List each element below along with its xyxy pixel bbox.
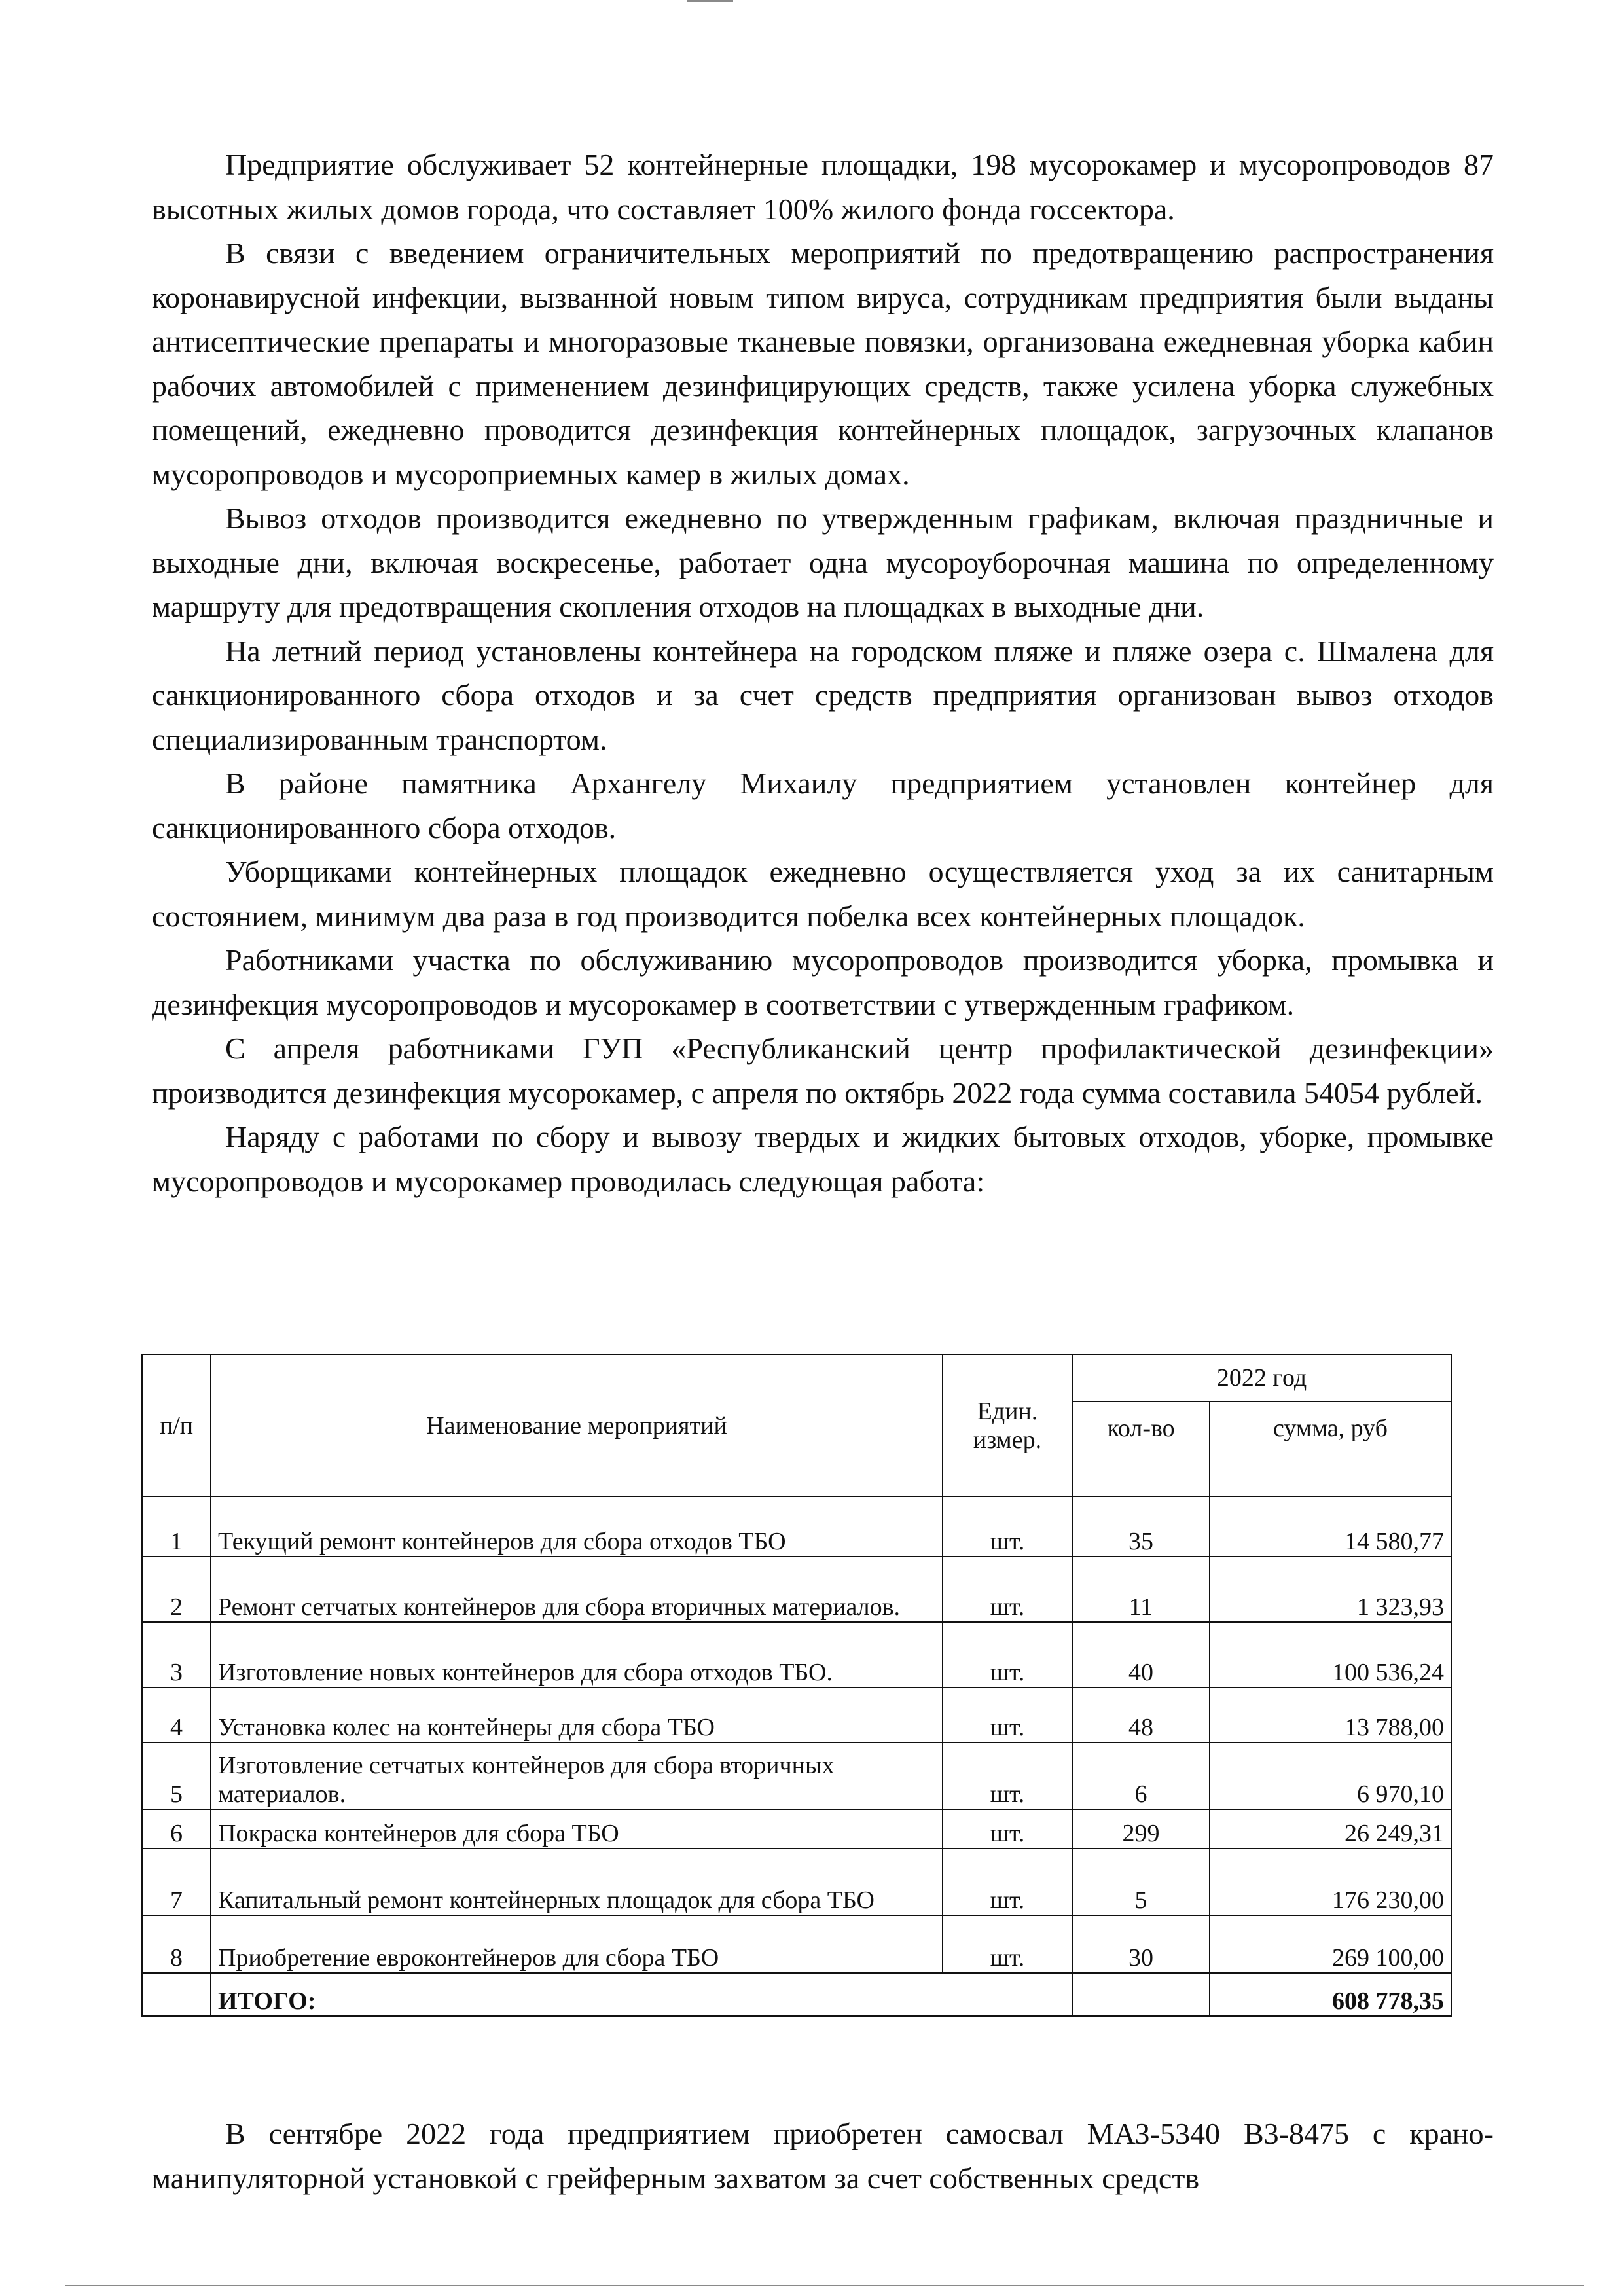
row-name: Приобретение евроконтейнеров для сбора ТБО [211, 1915, 943, 1973]
row-sum: 14 580,77 [1210, 1496, 1451, 1557]
header-num: п/п [142, 1354, 211, 1496]
row-num: 8 [142, 1915, 211, 1973]
row-name: Изготовление сетчатых контейнеров для сбора вторичных материалов. [211, 1743, 943, 1809]
row-unit: шт. [943, 1557, 1072, 1622]
row-sum: 13 788,00 [1210, 1688, 1451, 1743]
row-name: Капитальный ремонт контейнерных площадок для сбора ТБО [211, 1849, 943, 1915]
row-num: 5 [142, 1743, 211, 1809]
row-unit: шт. [943, 1915, 1072, 1973]
paragraph: Предприятие обслуживает 52 контейнерные площадки, 198 мусорокамер и мусоропроводов 87 высотных жилых домов города, что составляет 100% жилого фонда госсектора. [152, 148, 1494, 226]
row-qty: 48 [1072, 1688, 1210, 1743]
header-qty: кол-во [1072, 1401, 1210, 1496]
scan-artifact [687, 0, 733, 2]
row-sum: 176 230,00 [1210, 1849, 1451, 1915]
works-table [141, 1354, 1452, 2017]
total-sum: 608 778,35 [1210, 1973, 1451, 2016]
row-name: Изготовление новых контейнеров для сбора отходов ТБО. [211, 1622, 943, 1688]
row-sum: 26 249,31 [1210, 1809, 1451, 1849]
row-unit: шт. [943, 1622, 1072, 1688]
body-text [152, 143, 1494, 1203]
paragraph: С апреля работниками ГУП «Республиканский центр профилактической дезинфекции» производится дезинфекция мусорокамер, с апреля по октябрь 2022 года сумма составила 54054 рублей. [152, 1032, 1494, 1110]
total-label: ИТОГО: [211, 1973, 1072, 2016]
row-qty: 299 [1072, 1809, 1210, 1849]
total-qty-cell [1072, 1973, 1210, 2016]
table-row [142, 1496, 1451, 1557]
table-row [142, 1849, 1451, 1915]
paragraph: Наряду с работами по сбору и вывозу твердых и жидких бытовых отходов, уборке, промывке мусоропроводов и мусорокамер проводилась следующая работа: [152, 1120, 1494, 1198]
row-unit: шт. [943, 1809, 1072, 1849]
row-name: Установка колес на контейнеры для сбора ТБО [211, 1688, 943, 1743]
row-sum: 269 100,00 [1210, 1915, 1451, 1973]
table-row [142, 1688, 1451, 1743]
total-row [142, 1973, 1451, 2016]
table-row [142, 1809, 1451, 1849]
paragraph: Работниками участка по обслуживанию мусоропроводов производится уборка, промывка и дезинфекция мусоропроводов и мусорокамер в соответствии с утвержденным графиком. [152, 943, 1494, 1021]
row-qty: 30 [1072, 1915, 1210, 1973]
row-sum: 100 536,24 [1210, 1622, 1451, 1688]
row-sum: 1 323,93 [1210, 1557, 1451, 1622]
row-num: 7 [142, 1849, 211, 1915]
paragraph: В районе памятника Архангелу Михаилу предприятием установлен контейнер для санкционированного сбора отходов. [152, 767, 1494, 844]
row-unit: шт. [943, 1849, 1072, 1915]
bottom-text [152, 2112, 1494, 2200]
row-qty: 40 [1072, 1622, 1210, 1688]
table-row [142, 1622, 1451, 1688]
row-qty: 35 [1072, 1496, 1210, 1557]
paragraph: Вывоз отходов производится ежедневно по утвержденным графикам, включая праздничные и выходные дни, включая воскресенье, работает одна мусороуборочная машина по определенному маршруту для предотвращения скопления отходов на площадках в выходные дни. [152, 501, 1494, 623]
row-unit: шт. [943, 1743, 1072, 1809]
row-num: 6 [142, 1809, 211, 1849]
row-unit: шт. [943, 1688, 1072, 1743]
row-num: 3 [142, 1622, 211, 1688]
header-sum: сумма, руб [1210, 1401, 1451, 1496]
table-row [142, 1915, 1451, 1973]
paragraph: На летний период установлены контейнера на городском пляже и пляже озера с. Шмалена для санкционированного сбора отходов и за счет средств предприятия организован вывоз отходов специализированным транспортом. [152, 634, 1494, 756]
total-num-cell [142, 1973, 211, 2016]
header-unit: Един. измер. [943, 1354, 1072, 1496]
row-num: 2 [142, 1557, 211, 1622]
row-sum: 6 970,10 [1210, 1743, 1451, 1809]
header-name: Наименование мероприятий [211, 1354, 943, 1496]
row-name: Текущий ремонт контейнеров для сбора отходов ТБО [211, 1496, 943, 1557]
row-name: Ремонт сетчатых контейнеров для сбора вторичных материалов. [211, 1557, 943, 1622]
scan-artifact [65, 2285, 1584, 2286]
row-qty: 11 [1072, 1557, 1210, 1622]
header-year: 2022 год [1072, 1354, 1451, 1401]
row-num: 4 [142, 1688, 211, 1743]
table-row [142, 1557, 1451, 1622]
paragraph: Уборщиками контейнерных площадок ежедневно осуществляется уход за их санитарным состоянием, минимум два раза в год производится побелка всех контейнерных площадок. [152, 855, 1494, 933]
row-name: Покраска контейнеров для сбора ТБО [211, 1809, 943, 1849]
paragraph: В сентябре 2022 года предприятием приобретен самосвал МАЗ-5340 В3-8475 с крано-манипуляторной установкой с грейферным захватом за счет собственных средств [152, 2117, 1494, 2195]
paragraph: В связи с введением ограничительных мероприятий по предотвращению распространения коронавирусной инфекции, вызванной новым типом вируса, сотрудникам предприятия были выданы антисептические препараты и многоразовые тканевые повязки, организована ежедневная уборка кабин рабочих автомобилей с применением дезинфицирующих средств, также усилена уборка служебных помещений, ежедневно проводится дезинфекция контейнерных площадок, загрузочных клапанов мусоропроводов и мусороприемных камер в жилых домах. [152, 236, 1494, 491]
row-unit: шт. [943, 1496, 1072, 1557]
row-qty: 6 [1072, 1743, 1210, 1809]
row-qty: 5 [1072, 1849, 1210, 1915]
row-num: 1 [142, 1496, 211, 1557]
table-row [142, 1743, 1451, 1809]
